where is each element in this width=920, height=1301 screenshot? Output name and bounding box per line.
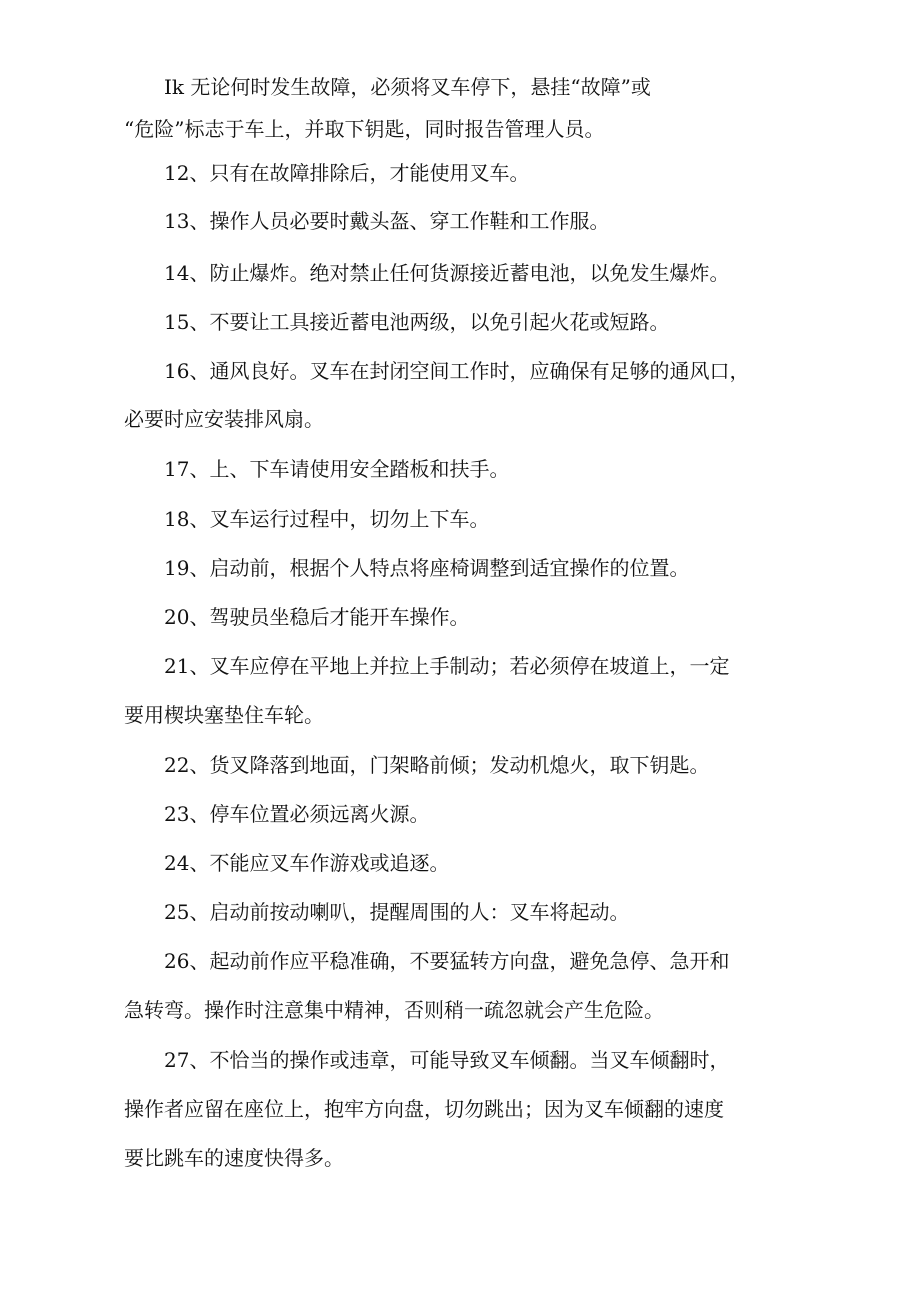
paragraph-25: 25、启动前按动喇叭，提醒周围的人：叉车将起动。 bbox=[164, 900, 630, 924]
paragraph-26-line-2: 急转弯。操作时注意集中精神，否则稍一疏忽就会产生危险。 bbox=[124, 998, 664, 1022]
paragraph-27-line-2: 操作者应留在座位上，抱牢方向盘，切勿跳出；因为叉车倾翻的速度 bbox=[124, 1097, 724, 1121]
paragraph-19: 19、启动前，根据个人特点将座椅调整到适宜操作的位置。 bbox=[164, 556, 690, 580]
paragraph-11-line-1: Ik 无论何时发生故障，必须将叉车停下，悬挂“故障”或 bbox=[164, 75, 651, 99]
paragraph-16-line-2: 必要时应安装排风扇。 bbox=[124, 407, 324, 431]
paragraph-12: 12、只有在故障排除后，才能使用叉车。 bbox=[164, 161, 530, 185]
paragraph-27-line-3: 要比跳车的速度快得多。 bbox=[124, 1146, 344, 1170]
paragraph-21-line-1: 21、叉车应停在平地上并拉上手制动；若必须停在坡道上，一定 bbox=[164, 654, 730, 678]
paragraph-15: 15、不要让工具接近蓄电池两级，以免引起火花或短路。 bbox=[164, 310, 670, 334]
paragraph-20: 20、驾驶员坐稳后才能开车操作。 bbox=[164, 605, 470, 629]
paragraph-16-line-1: 16、通风良好。叉车在封闭空间工作时，应确保有足够的通风口， bbox=[164, 359, 750, 383]
paragraph-23: 23、停车位置必须远离火源。 bbox=[164, 802, 430, 826]
paragraph-17: 17、上、下车请使用安全踏板和扶手。 bbox=[164, 457, 510, 481]
paragraph-14: 14、防止爆炸。绝对禁止任何货源接近蓄电池，以免发生爆炸。 bbox=[164, 261, 730, 285]
paragraph-27-line-1: 27、不恰当的操作或违章，可能导致叉车倾翻。当叉车倾翻时， bbox=[164, 1048, 730, 1072]
paragraph-13: 13、操作人员必要时戴头盔、穿工作鞋和工作服。 bbox=[164, 209, 610, 233]
paragraph-18: 18、叉车运行过程中，切勿上下车。 bbox=[164, 507, 490, 531]
paragraph-11-line-2: “危险”标志于车上，并取下钥匙，同时报告管理人员。 bbox=[124, 117, 605, 141]
paragraph-22: 22、货叉降落到地面，门架略前倾；发动机熄火，取下钥匙。 bbox=[164, 753, 710, 777]
paragraph-24: 24、不能应叉车作游戏或追逐。 bbox=[164, 851, 450, 875]
paragraph-21-line-2: 要用楔块塞垫住车轮。 bbox=[124, 703, 324, 727]
paragraph-26-line-1: 26、起动前作应平稳准确，不要猛转方向盘，避免急停、急开和 bbox=[164, 949, 730, 973]
